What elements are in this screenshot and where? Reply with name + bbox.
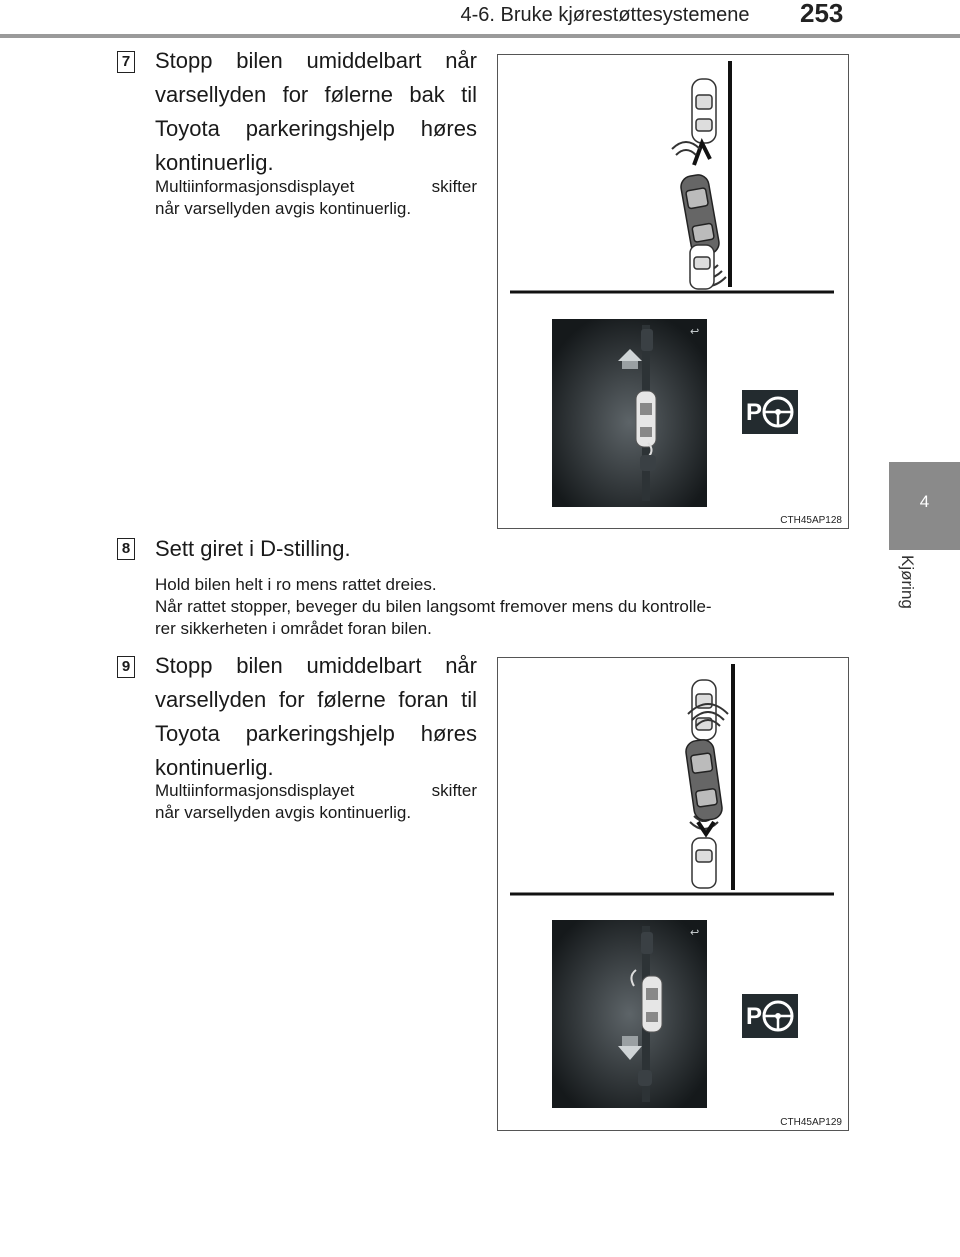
chapter-tab bbox=[889, 462, 960, 550]
step-number-7: 7 bbox=[117, 51, 135, 73]
car-ahead-icon bbox=[692, 680, 716, 740]
figure-code: CTH45AP128 bbox=[780, 515, 842, 526]
step-7-description bbox=[155, 176, 477, 220]
step-9-title-line: varsellyden for følerne foran til bbox=[155, 687, 477, 712]
display-graphic bbox=[552, 319, 707, 507]
step-number-9: 9 bbox=[117, 656, 135, 678]
car-ahead-icon bbox=[692, 79, 716, 143]
parking-diagram-rear bbox=[498, 55, 848, 305]
step-7-desc-line: Multiinformasjonsdisplayet skifter bbox=[155, 177, 477, 196]
step-7-desc-line: når varsellyden avgis kontinuerlig. bbox=[155, 199, 412, 218]
figure-rear-sensor bbox=[497, 54, 849, 529]
svg-text:P: P bbox=[746, 399, 763, 426]
step-7-title-line: varsellyden for følerne bak til bbox=[155, 82, 477, 107]
step-9-title-line: kontinuerlig. bbox=[155, 755, 274, 780]
chapter-number: 4 bbox=[919, 492, 930, 511]
step-9-title bbox=[155, 649, 477, 785]
step-9-desc-line: Multiinformasjonsdisplayet skifter bbox=[155, 781, 477, 800]
step-7-title bbox=[155, 44, 477, 180]
parking-steering-icon bbox=[742, 994, 798, 1038]
car-behind-icon bbox=[690, 245, 714, 289]
step-9-desc-line: når varsellyden avgis kontinuerlig. bbox=[155, 803, 412, 822]
page-number: 253 bbox=[800, 0, 844, 28]
svg-text:P: P bbox=[746, 1003, 763, 1030]
step-7-title-line: kontinuerlig. bbox=[155, 150, 274, 175]
return-arrow-icon: ↩ bbox=[690, 926, 700, 939]
step-8-description bbox=[155, 574, 845, 640]
step-9-title-line: Toyota parkeringshjelp høres bbox=[155, 721, 477, 746]
chapter-label: Kjøring bbox=[898, 555, 917, 609]
step-7-title-line: Toyota parkeringshjelp høres bbox=[155, 116, 477, 141]
step-8-desc-line: rer sikkerheten i området foran bilen. bbox=[155, 619, 432, 638]
parking-steering-icon bbox=[742, 390, 798, 434]
multi-info-display bbox=[552, 920, 707, 1108]
parking-diagram-front bbox=[498, 658, 848, 903]
header-divider bbox=[0, 34, 960, 38]
step-8-desc-line: Når rattet stopper, beveger du bilen langsomt fremover mens du kontrolle- bbox=[155, 597, 712, 616]
step-8-desc-line: Hold bilen helt i ro mens rattet dreies. bbox=[155, 575, 437, 594]
figure-code: CTH45AP129 bbox=[780, 1117, 842, 1128]
step-7-title-line: Stopp bilen umiddelbart når bbox=[155, 48, 477, 73]
step-9-description bbox=[155, 780, 477, 824]
chapter-label-wrap bbox=[893, 555, 921, 635]
step-8-title-line: Sett giret i D-stilling. bbox=[155, 536, 351, 561]
step-number-8: 8 bbox=[117, 538, 135, 560]
step-9-title-line: Stopp bilen umiddelbart når bbox=[155, 653, 477, 678]
display-graphic bbox=[552, 920, 707, 1108]
figure-front-sensor bbox=[497, 657, 849, 1131]
car-behind-icon bbox=[692, 838, 716, 888]
step-8-title bbox=[155, 532, 655, 566]
multi-info-display bbox=[552, 319, 707, 507]
own-car-icon bbox=[685, 738, 724, 821]
section-title: 4-6. Bruke kjørestøttesystemene bbox=[460, 4, 750, 26]
return-arrow-icon: ↩ bbox=[690, 325, 700, 338]
